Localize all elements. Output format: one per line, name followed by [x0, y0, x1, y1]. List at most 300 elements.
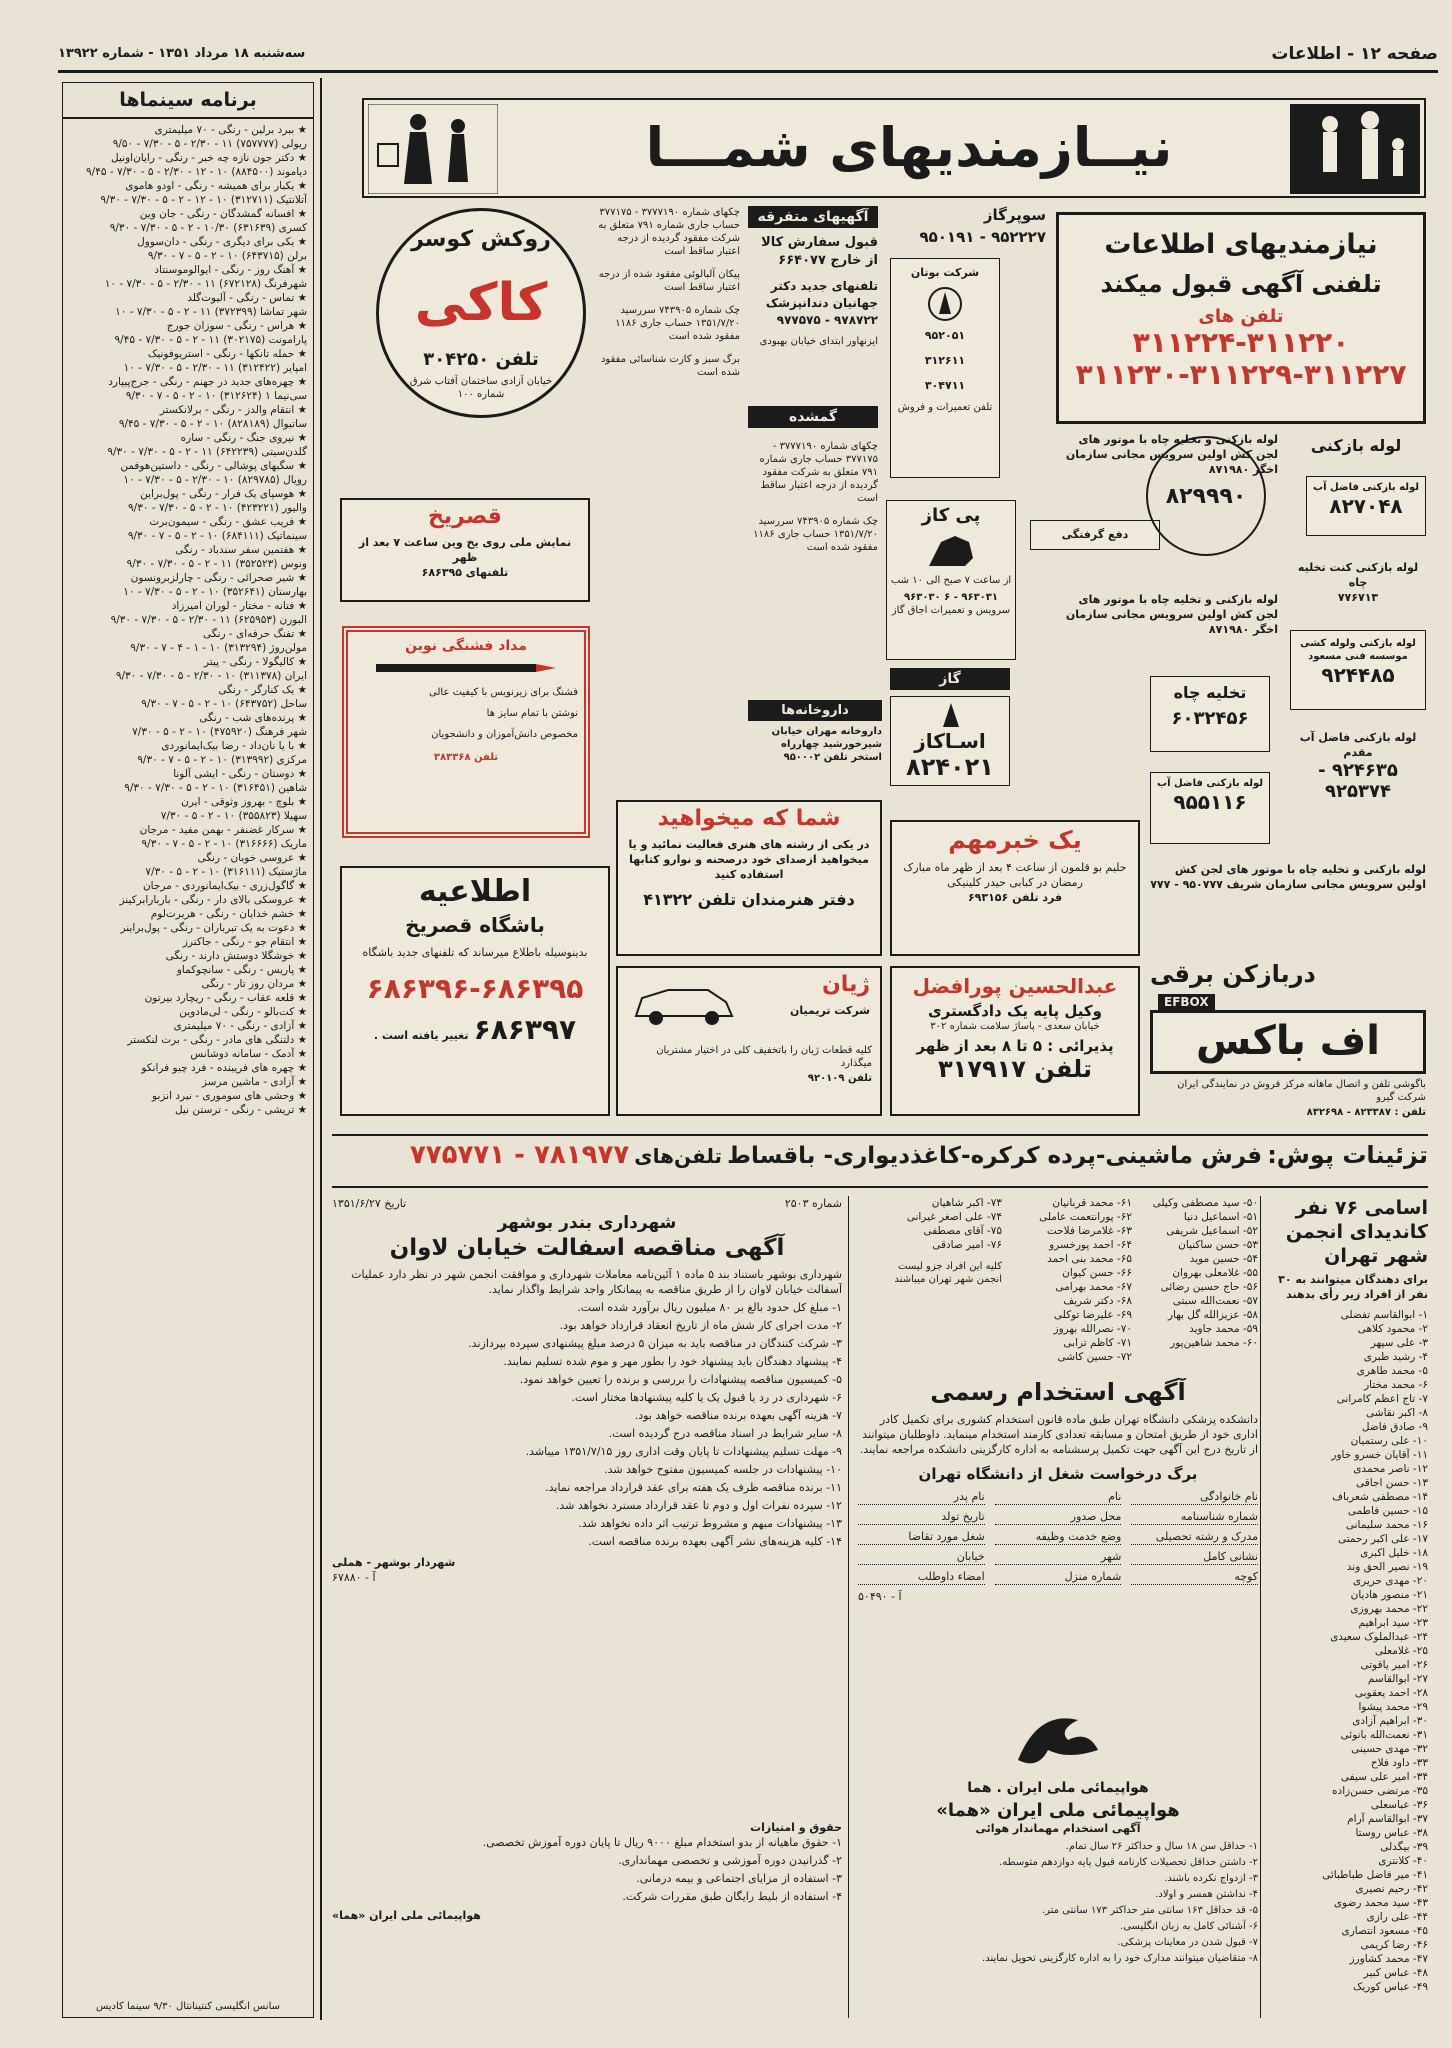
cinema-listing: شهر تماشا (۳۷۲۳۹۹) ۱۱ - ۲ - ۵ - ۷/۳۰ - ۱۰	[115, 306, 307, 318]
candidate-name: ۶۲- پورانتعمت عاملی	[1039, 1211, 1132, 1223]
tank-ad-1: لوله بازکنی و تخلیه چاه با موتور های لجن کش اولین سرویس مجانی سازمان اخگر ۸۷۱۹۸۰	[1065, 433, 1278, 476]
candidate-name: ۷۳- اکبر شاهیان	[931, 1197, 1002, 1209]
plumbing-ad-1	[1306, 476, 1426, 536]
form-field-label: شماره شناسنامه	[1131, 1509, 1258, 1525]
university-title: آگهی استخدام رسمی	[930, 1378, 1186, 1406]
form-field-label: شماره منزل	[995, 1569, 1122, 1585]
cinema-listing: ★ چهره‌های جدید در جهنم - رنگی - جرج‌پیپارد	[108, 376, 307, 388]
lawyer-title: وکیل پایه یک دادگستری	[928, 1002, 1102, 1020]
tender-clause: ۴- پیشنهاد دهندگان باید پیشنهاد خود را بطور مهر و موم شده تسلیم نمایند.	[503, 1355, 842, 1368]
kocher-phone: تلفن ۳۰۴۲۵۰	[423, 349, 539, 370]
cinema-listing: امپایر (۳۱۲۴۲۲) ۱۱ - ۲/۳۰ - ۵ - ۷/۳۰ - ۱۰	[123, 362, 307, 374]
defrost-text: دفع گرفتگی	[1061, 528, 1129, 541]
qasrikh-title: قصریخ	[428, 504, 502, 529]
tank-clear-title: تخلیه چاه	[1173, 683, 1247, 702]
form-field-label: شغل مورد تقاضا	[858, 1529, 985, 1545]
candidate-name: ۳۵- مرتضی حسن‌زاده	[1332, 1785, 1428, 1797]
cinema-listing: ★ خشم خدایان - رنگی - هربرت‌لوم	[150, 908, 307, 920]
cinema-listing: ★ هوسپای یک فرار - رنگی - پول‌براین	[140, 488, 307, 500]
ittelaat-ad-box	[1056, 212, 1426, 424]
candidate-name: ۷۶- امیر صادقی	[932, 1239, 1002, 1251]
cinema-listing: مولن‌روژ (۳۱۳۲۹۴) ۱۰ - ۱ - ۴ - ۷ - ۹/۳۰	[130, 642, 307, 654]
candidate-name: ۸- اکبر نقاشی	[1366, 1407, 1428, 1419]
university-ad	[858, 1378, 1258, 1690]
candidate-name: ۷۴- علی اصغر غیرانی	[906, 1211, 1002, 1223]
efbox-ad	[1150, 960, 1426, 1124]
candidate-name: ۴۵- مسعود انتصاری	[1341, 1925, 1428, 1937]
cinema-listing: ★ هراس - رنگی - سوزان جورج	[166, 320, 307, 332]
lost-item-2: پیکان آلبالوئی مفقود شده از درجه اعتبار ساقط است	[598, 269, 740, 293]
homa-benefits-block	[332, 1820, 842, 1923]
tender-clause: ۱۴- کلیه هزینه‌های نشر آگهی بعهده برنده مناقصه است.	[588, 1535, 842, 1548]
cinema-listing: ★ فریب عشق - رنگی - سیمون‌برت	[149, 516, 307, 528]
university-text: دانشکده پزشکی دانشگاه تهران طبق ماده قانون استخدام کشوری برای تکمیل کادر اداری خود از طریق امتحان و مسابقه تعدادی کارمند استخدام مینماید. داوطلبان میتوانند از تاریخ درج این آگهی جهت تکمیل پرسشنامه به اداره کارگزینی دانشکده مراجعه نمایند.	[859, 1413, 1258, 1456]
club-notice-phone1: ۶۸۶۳۹۶-۶۸۶۳۹۵	[366, 972, 584, 1005]
plumbing-ad-6-name: لوله بازکنی و تخلیه چاه با موتور های لجن کش اولین سرویس مجانی سازمان شریف	[1174, 863, 1426, 891]
municipality-ref: آ - ۶۷۸۸۰	[332, 1571, 376, 1584]
candidates-col2-list	[1136, 1196, 1258, 1350]
candidates-subtitle: برای دهندگان میتوانند به ۳۰ نفر از افراد زیر رأی بدهند	[1278, 1273, 1428, 1301]
cinema-listing: ★ کالیگولا - رنگی - پیتر	[203, 656, 307, 668]
candidate-name: ۴۹- عباس کوریک	[1352, 1981, 1428, 1993]
tender-clause: ۷- هزینه آگهی بعهده برنده مناقصه خواهد بود.	[634, 1409, 842, 1422]
candidate-name: ۶۳- غلامرضا فلاحت	[1046, 1225, 1132, 1237]
candidate-name: ۷۰- نصرالله بهروز	[1053, 1323, 1132, 1335]
cinema-listing: والیور (۴۲۳۲۲۱) ۱۰ - ۲ - ۵ - ۷/۳۰ - ۹/۳۰	[128, 502, 307, 514]
homa-conditions	[858, 1840, 1258, 1965]
homa-bird-logo-icon	[998, 1700, 1118, 1780]
cinema-listing: ★ انتقام والدز - رنگی - برلانکستر	[159, 404, 307, 416]
candidate-name: ۹- صادق فاضل	[1361, 1421, 1428, 1433]
candidate-name: ۱۵- حسین فاطمی	[1347, 1505, 1428, 1517]
candidate-name: ۵۰- سید مصطفی وکیلی	[1152, 1197, 1258, 1209]
tender-clause: ۱- مبلغ کل حدود بالغ بر ۸۰ میلیون ریال برآورد شده است.	[577, 1301, 842, 1314]
family-illustration-icon	[1290, 104, 1420, 194]
candidate-name: ۲۶- امیر یاقوتی	[1360, 1659, 1428, 1671]
butane-note: تلفن تعمیرات و فروش	[897, 402, 993, 413]
nouvin-item-3: مخصوص دانش‌آموزان و دانشجویان	[431, 729, 578, 740]
municipality-signature: شهردار بوشهر - هملی	[332, 1556, 456, 1569]
masthead-rule	[58, 70, 1438, 73]
candidates-col2	[1136, 1196, 1258, 1350]
plumbing-ad-1-phone: ۸۲۷۰۴۸	[1329, 494, 1403, 518]
form-field-label: تاریخ تولد	[858, 1509, 985, 1525]
candidate-name: ۳۳- داود فلاح	[1370, 1757, 1428, 1769]
cinema-listing: ساحل (۶۴۳۷۵۲) ۱۰ - ۲ - ۵ - ۷ - ۹/۳۰	[141, 698, 307, 710]
cinema-column-border	[320, 78, 322, 2020]
club-notice	[340, 866, 610, 1116]
qasrikh-text: نمایش ملی روی یخ وین ساعت ۷ بعد از ظهر	[358, 536, 572, 564]
cinema-listing: سهیلا (۳۵۵۸۲۳) ۱۰ - ۲ - ۵ - ۷/۳۰	[160, 810, 307, 822]
cinema-listing: ریولی (۷۵۷۷۷۷) ۱۱ - ۲/۳۰ - ۵ - ۷/۳۰ - ۹/۵۰	[112, 138, 307, 150]
lawyer-address: خیابان سعدی - پاساژ سلامت شماره ۳۰۲	[930, 1021, 1100, 1032]
kocher-ad	[376, 208, 586, 418]
cinema-listing: ★ فتانه - مختار - لوران امیرزاد	[171, 600, 307, 612]
candidate-name: ۷۲- حسین کاشی	[1057, 1351, 1132, 1363]
candidates-title: اسامی ۷۶ نفر کاندیدای انجمن شهر تهران	[1285, 1197, 1428, 1267]
decor-phones: ۷۸۱۹۷۷ - ۷۷۵۷۷۱	[409, 1140, 630, 1170]
homa-title: هواپیمائی ملی ایران «هما»	[936, 1800, 1180, 1821]
candidate-name: ۵۱- اسماعیل دنیا	[1183, 1211, 1258, 1223]
candidate-name: ۳۸- عباس روستا	[1355, 1827, 1428, 1839]
lost-items-b	[748, 440, 878, 554]
stop-gas-text: از ساعت ۷ صبح الی ۱۰ شب	[890, 575, 1012, 586]
candidate-name: ۶۶- حسن کیوان	[1062, 1267, 1132, 1279]
ittelaat-phones-line1: ۳۱۱۲۲۴-۳۱۱۲۲۰	[1132, 326, 1350, 359]
candidate-name: ۵۸- عزیزالله گل بهار	[1167, 1309, 1258, 1321]
efbox-brand: اف باکس	[1196, 1018, 1380, 1064]
candidate-name: ۲۵- غلامعلی	[1374, 1645, 1428, 1657]
nouvin-ad	[342, 626, 590, 838]
cinema-listing: ★ دلتنگی های مادر - رنگی - برت لنکستر	[127, 1034, 307, 1046]
homa-subtitle: آگهی استخدام مهماندار هوائی	[975, 1822, 1141, 1835]
candidate-name: ۲۱- منصور هادیان	[1350, 1589, 1428, 1601]
candidates-col4	[876, 1196, 1002, 1286]
candidate-name: ۴۳- سید محمد رضوی	[1333, 1897, 1428, 1909]
pharmacy-title: داروخانه‌ها	[748, 700, 882, 721]
zhian-text: کلیه قطعات ژیان را باتخفیف کلی در اختیار مشتریان میگذارد	[656, 1045, 872, 1069]
tender-clause: ۵- کمیسیون مناقصه پیشنهادات را بررسی و برنده را تعیین خواهد نمود.	[519, 1373, 842, 1386]
efbox-text: باگوشی تلفن و اتصال ماهانه مرکز فروش در نمایندگی ایران شرکت گیرو	[1177, 1079, 1426, 1103]
cinema-listing: سینماتیک (۶۸۴۱۱۱) ۱۰ - ۲ - ۵ - ۷ - ۹/۳۰	[127, 530, 307, 542]
plumbing-ad-2-phone: ۷۷۶۷۱۳	[1337, 591, 1379, 604]
cinema-listing: مرکزی (۳۱۳۹۹۲) ۱۰ - ۲ - ۵ - ۷ - ۹/۳۰	[137, 754, 307, 766]
homa-benefit: ۲- گذرانیدن دوره آموزشی و تخصصی مهمانداری.	[618, 1854, 842, 1867]
form-field-label: خیابان	[858, 1549, 985, 1565]
cinema-listing: ★ یک کنارگر - رنگی	[218, 684, 307, 696]
plumbing-circle-ad	[1146, 436, 1266, 556]
candidate-name: ۳۰- ابراهیم آزادی	[1352, 1715, 1428, 1727]
zhian-title: ژیان	[822, 972, 870, 997]
lawyer-hours: پذیرائی : ۵ تا ۸ بعد از ظهر	[916, 1037, 1114, 1055]
efbox-logo: EFBOX	[1158, 994, 1215, 1010]
cinema-listing: ★ افسانه گمشدگان - رنگی - جان وین	[139, 208, 307, 220]
candidate-name: ۴۴- علی رازی	[1366, 1911, 1428, 1923]
stop-gas-ad	[886, 500, 1016, 660]
defrost-ad	[1030, 520, 1160, 550]
good-news-phone: فرد تلفن ۶۹۳۱۵۶	[967, 891, 1063, 904]
tender-clause: ۲- مدت اجرای کار شش ماه از تاریخ انعقاد قرارداد خواهد بود.	[559, 1319, 842, 1332]
wanted-ad	[616, 800, 882, 956]
tender-clause: ۱۰- پیشنهادات در جلسه کمیسیون مفتوح خواهد شد.	[604, 1463, 842, 1476]
homa-condition: ۸- متقاضیان میتوانند مدارک خود را به اداره کارگزینی تحویل نمایند.	[982, 1953, 1258, 1964]
club-notice-phone2: ۶۸۶۳۹۷	[473, 1013, 577, 1046]
candidates-col3	[1006, 1196, 1132, 1364]
cinema-listing: شهرفرنگ (۶۷۲۱۲۸) ۱۱ - ۲/۳۰ - ۵ - ۷/۳۰ - ۱۰	[104, 278, 307, 290]
candidate-name: ۲۷- ابوالقاسم	[1367, 1673, 1428, 1685]
lawyer-phone: تلفن ۳۱۷۹۱۷	[938, 1055, 1092, 1083]
homa-benefit: ۴- استفاده از بلیط رایگان طبق مقررات شرکت.	[622, 1890, 842, 1903]
butane-phone-2: ۳۱۲۶۱۱	[924, 354, 966, 367]
cinema-listing: ونوس (۳۵۲۵۲۳) ۱۱ - ۲ - ۵ - ۷/۳۰ - ۹/۳۰	[126, 558, 307, 570]
cinema-listing: ★ سگبهای پوشالی - رنگی - داستین‌هوفمن	[120, 460, 307, 472]
homa-condition: ۵- قد حداقل ۱۶۳ سانتی متر حداکثر ۱۷۳ سانتی متر.	[1041, 1905, 1258, 1916]
ittelaat-title: نیازمندیهای اطلاعات	[1104, 229, 1378, 260]
plumbing-section	[1286, 436, 1426, 455]
cinema-list	[63, 119, 313, 1121]
lost-item-3: چک شماره ۷۴۳۹۰۵ سررسید ۱۳۵۱/۷/۲۰ حساب جاری ۱۱۸۶ مفقود شده است	[615, 305, 740, 342]
candidate-name: ۱۷- علی اکبر رحمتی	[1337, 1533, 1428, 1545]
supergas-ad	[886, 206, 1046, 246]
shoppers-illustration-icon	[368, 104, 498, 194]
cinema-listing: ★ پرنده‌های شب - رنگی	[199, 712, 307, 724]
lost-item-6: چک شماره ۷۴۳۹۰۵ سررسید ۱۳۵۱/۷/۲۰ حساب جاری ۱۱۸۶ مفقود شده است	[753, 516, 878, 553]
candidate-name: ۶۷- محمد بهرامی	[1055, 1281, 1132, 1293]
candidate-name: ۱- ابوالقاسم تفضلی	[1340, 1309, 1428, 1321]
plumbing-ad-1-name: لوله بازکنی فاضل آب	[1313, 482, 1419, 493]
municipality-body	[332, 1267, 842, 1549]
butane-company: شرکت بوتان	[910, 266, 980, 279]
cinema-listing: ★ ببرد برلین - رنگی - ۷۰ میلیمتری	[154, 124, 307, 136]
decor-phones-label: تلفن‌های	[634, 1144, 723, 1168]
cinema-listing: رویال (۸۲۹۷۸۵) ۱۰ - ۲/۳۰ - ۵ - ۷/۳۰ - ۱۰	[123, 474, 307, 486]
banner-title: نیــازمندیهای شمـــا	[645, 116, 1173, 179]
candidate-name: ۴۶- رضا کریمی	[1360, 1939, 1428, 1951]
candidate-name: ۵۹- محمد جاوید	[1189, 1323, 1258, 1335]
plumbing-ad-4-phone: ۹۲۴۶۳۵ - ۹۲۵۳۷۴	[1318, 760, 1398, 802]
lost-title: گمشده	[748, 406, 878, 428]
nouvin-item-2: نوشتن با تمام سایز ها	[486, 708, 578, 719]
homa-ad	[858, 1700, 1258, 2018]
plumbing-ad-6	[1150, 862, 1426, 892]
kocher-brand: کاکی	[414, 273, 548, 333]
cinema-listing: ★ عروسی خوبان - رنگی	[197, 852, 307, 864]
cinema-listing: ★ نیروی جنگ - رنگی - ساره	[180, 432, 307, 444]
form-field-label: مدرک و رشته تحصیلی	[1131, 1529, 1258, 1545]
tank-clear-phone: ۶۰۳۲۴۵۶	[1171, 708, 1249, 729]
cinema-listing: بهارستان (۳۵۲۶۴۱) ۱۰ - ۲ - ۵ - ۷/۳۰ - ۱۰	[123, 586, 307, 598]
cinema-listing: ★ تفنگ حرفه‌ای - رنگی	[203, 628, 307, 640]
cinema-listing: ★ قلعه عقاب - رنگی - ریچارد بیرتون	[144, 992, 307, 1004]
candidate-name: ۶۸- دکتر شریف	[1063, 1295, 1132, 1307]
tender-clause: ۱۲- سپرده نفرات اول و دوم تا عقد قرارداد مسترد نخواهد شد.	[555, 1499, 842, 1512]
nouvin-footer: تلفن ۳۸۳۳۶۸	[433, 752, 499, 763]
cinema-listing: ★ یکی برای دیگری - رنگی - دان‌سوول	[137, 236, 307, 248]
candidates-list	[1266, 1308, 1428, 1994]
gas-brand: اسـاکاز	[914, 729, 986, 753]
cinema-listing: ★ با یا نان‌داد - رضا بیک‌ایمانوردی	[161, 740, 307, 752]
cinema-listing: ★ سرکار غضنفر - بهمن مفید - مرجان	[139, 824, 307, 836]
tender-clause: شهرداری بوشهر باستناد بند ۵ ماده ۱ آئین‌نامه معاملات شهرداری و موافقت انجمن شهر در نظر دارد عملیات آسفالت خیابان لاوان را از طریق مناقصه به پیمانکار واجد شرایط واگذار نماید.	[351, 1268, 842, 1296]
cinema-listing: ماریک (۳۱۶۶۶۶) ۱۰ - ۲ - ۵ - ۷ - ۹/۳۰	[141, 838, 307, 850]
masthead	[58, 44, 1438, 70]
efbox-heading: دربازکن برقی	[1150, 960, 1316, 988]
municipality-number: شماره ۲۵۰۳	[784, 1197, 842, 1210]
cinema-listing: ★ پاریس - رنگی - سانچوکماو	[176, 964, 307, 976]
candidate-name: ۷۵- آقای مصطفی	[923, 1225, 1002, 1237]
kocher-title: روکش کوسر	[411, 227, 551, 252]
cinema-listing: ★ شیر صحرائی - رنگی - چارلزبرونسون	[130, 572, 307, 584]
good-news-title: یک خبرمهم	[948, 826, 1082, 854]
butane-phone-3: ۳۰۴۷۱۱	[924, 379, 966, 392]
candidate-name: ۱۱- آقایان خسرو خاور	[1331, 1449, 1428, 1461]
candidates-border	[1260, 1196, 1261, 2018]
candidate-name: ۱۲- ناصر محمدی	[1353, 1463, 1428, 1475]
candidate-name: ۳۴- امیر علی سیفی	[1340, 1771, 1428, 1783]
cinema-listing: برلن (۶۴۳۷۱۵) ۱۰ - ۲ - ۵ - ۷ - ۹/۳۰	[147, 250, 307, 262]
cinema-listing: کسری (۶۳۱۶۳۹) ۱۰/۳۰ - ۲ - ۵ - ۷/۳۰ - ۹/۳۰	[109, 222, 307, 234]
candidate-name: ۲- محمود کلاهی	[1357, 1323, 1428, 1335]
municipality-org: شهرداری بندر بوشهر	[497, 1213, 677, 1233]
candidate-name: ۴۸- عباس کبیر	[1363, 1967, 1428, 1979]
municipality-date: تاریخ ۱۳۵۱/۶/۲۷	[332, 1197, 407, 1210]
university-form	[858, 1489, 1258, 1585]
form-field-label: شهر	[995, 1549, 1122, 1565]
qasrikh-ad	[340, 498, 590, 602]
wanted-title: شما که میخواهید	[657, 806, 841, 831]
cinema-listing: ★ چهره های فریبنده - فرد چیو فرانکو	[141, 1062, 307, 1074]
homa-condition: ۶- آشنائی کامل به زبان انگلیسی.	[1120, 1921, 1258, 1932]
cinema-listing: ★ هفتمین سفر سندباد - رنگی	[175, 544, 307, 556]
tender-clause: ۳- شرکت کنندگان در مناقصه باید به میزان ۵ درصد مبلغ پیشنهادی سپرده بپردازند.	[468, 1337, 842, 1350]
ittelaat-phones-line2: ۳۱۱۲۳۰-۳۱۱۲۲۹-۳۱۱۲۲۷	[1075, 358, 1407, 391]
candidate-name: ۴۰- کلانتری	[1378, 1855, 1428, 1867]
form-field-label: نام خانوادگی	[1131, 1489, 1258, 1505]
decor-top-rule	[332, 1134, 1428, 1136]
homa-benefits	[332, 1835, 842, 1904]
cinema-listing: البورن (۶۲۵۹۵۳) ۱۱ - ۲/۳۰ - ۵ - ۷/۳۰ - ۹/۳۰	[110, 614, 307, 626]
cinema-listing: ★ بلوچ - بهروز وثوقی - ایرن	[181, 796, 307, 808]
candidate-name: ۵۵- غلامعلی بهروان	[1172, 1267, 1258, 1279]
candidate-name: ۶۵- محمد بنی احمد	[1047, 1253, 1132, 1265]
candidate-name: ۱۸- خلیل اکبری	[1360, 1547, 1428, 1559]
decor-label: تزئینات پوش:	[1267, 1141, 1428, 1169]
plumbing-ad-4-name: لوله بازکنی فاضل آب مقدم	[1299, 731, 1417, 759]
club-notice-phone2-note: تغییر یافته است .	[373, 1029, 469, 1042]
homa-condition: ۳- ازدواج نکرده باشند.	[1164, 1873, 1258, 1884]
zhian-phone: تلفن ۹۲۰۱۰۹	[807, 1073, 872, 1084]
cinema-listing: ★ دکتر جون نازه چه خبر - رنگی - رایان‌اونیل	[111, 152, 307, 164]
form-field-label: امضاء داوطلب	[858, 1569, 985, 1585]
plumbing-ad-5	[1150, 772, 1270, 844]
candidates-col4-list	[876, 1196, 1002, 1252]
cinema-listing: ★ خوشگلا دوستش دارند - رنگی	[165, 950, 307, 962]
cinema-listing: ★ دوستان - رنگی - ایشی آلونا	[173, 768, 307, 780]
university-ref: آ - ۵۰۴۹۰	[858, 1590, 902, 1603]
candidate-name: ۶۰- محمد شاهین‌پور	[1170, 1337, 1258, 1349]
cinema-listing: ★ مردان روز تار - رنگی	[201, 978, 307, 990]
horse-icon	[921, 528, 981, 572]
candidate-name: ۴۷- محمد کشاورز	[1349, 1953, 1428, 1965]
candidate-name: ۱۶- محمد سلیمانی	[1345, 1519, 1428, 1531]
form-field-label: وضع خدمت وظیفه	[995, 1529, 1122, 1545]
misc-ad-3: ایزنهاور ابتدای خیابان بهبودی	[759, 336, 878, 347]
candidate-name: ۶۹- علیرضا توکلی	[1053, 1309, 1132, 1321]
gas-phone: ۸۲۴۰۲۱	[906, 753, 994, 781]
supergas-phones: ۹۵۲۲۲۷ - ۹۵۰۱۹۱	[919, 228, 1046, 246]
tender-clause: ۹- مهلت تسلیم پیشنهادات تا پایان وقت اداری روز ۱۳۵۱/۷/۱۵ میباشد.	[525, 1445, 842, 1458]
lawyer-ad	[890, 966, 1140, 1116]
candidates-footer: کلیه این افراد جزو لیست انجمن شهر تهران میباشند	[894, 1261, 1002, 1285]
candidate-name: ۱۰- علی رستمیان	[1350, 1435, 1428, 1447]
club-notice-title: اطلاعیه	[418, 874, 532, 909]
tank-ad-2: لوله بازکنی و تخلیه چاه با موتور های لجن کش اولین سرویس مجانی سازمان اخگر ۸۷۱۹۸۰	[1065, 593, 1278, 636]
candidate-name: ۴۱- میر فاضل طباطبائی	[1322, 1869, 1428, 1881]
stop-gas-title: پی کاز	[921, 505, 981, 526]
zhian-company: شرکت تریمیان	[789, 1004, 870, 1017]
candidate-name: ۲۳- سید ابراهیم	[1358, 1617, 1428, 1629]
plumbing-ad-5-phone: ۹۵۵۱۱۶	[1173, 790, 1247, 814]
cinema-listing: ساتیوال (۸۲۸۱۸۹) ۱۰ - ۲ - ۵ - ۷/۳۰ - ۹/۴۵	[118, 418, 307, 430]
nouvin-title: مداد فشنگی نوین	[405, 638, 527, 654]
pharmacy-text: داروخانه مهران خیابان شیرخورشید چهارراه استخر تلفن ۹۵۰۰۰۲	[771, 726, 882, 763]
tank-clear-ad	[1150, 676, 1270, 752]
plumbing-ad-3-phone: ۹۲۴۴۸۵	[1321, 663, 1395, 687]
candidate-name: ۶۴- احمد پورخسرو	[1049, 1239, 1132, 1251]
efbox-phones: تلفن : ۸۲۳۳۸۷ - ۸۳۲۶۹۸	[1306, 1107, 1426, 1118]
candidate-name: ۵۴- حسین موید	[1189, 1253, 1258, 1265]
good-news-ad	[890, 820, 1140, 956]
cinema-listing: شاهین (۳۱۶۴۵۱) ۱۰ - ۲ - ۵ - ۷/۳۰ - ۹/۳۰	[124, 782, 307, 794]
ittelaat-phones-label: تلفن های	[1198, 306, 1284, 327]
lawyer-name: عبدالحسین پورافضل	[912, 974, 1118, 998]
lost-item-1: چکهای شماره ۳۷۷۷۱۹۰ - ۳۷۷۱۷۵ حساب جاری شماره ۷۹۱ متعلق به شرکت مفقود گردیده از درجه اعتبار ساقط است	[598, 207, 740, 257]
candidate-name: ۱۴- مصطفی شعرباف	[1332, 1491, 1428, 1503]
candidate-name: ۲۴- عبدالملوک سعیدی	[1330, 1631, 1428, 1643]
candidate-name: ۲۲- محمد بهروزی	[1350, 1603, 1428, 1615]
cinema-listing: ★ تماس - رنگی - آلیوت‌گلد	[187, 292, 307, 304]
candidate-name: ۳۷- ابوالقاسم آرام	[1347, 1813, 1428, 1825]
efbox-brand-box	[1150, 1010, 1426, 1074]
wanted-footer: دفتر هنرمندان تلفن ۴۱۳۲۲	[643, 890, 855, 909]
cinema-listing: ★ کت‌بالو - رنگی - لی‌مادوین	[179, 1006, 307, 1018]
butane-logo-icon	[915, 284, 975, 324]
tender-clause: ۱۱- برنده مناقصه ظرف یک هفته برای عقد قرارداد مراجعه نماید.	[545, 1481, 842, 1494]
homa-benefit: ۳- استفاده از مزایای اجتماعی و بیمه درمانی.	[636, 1872, 842, 1885]
tender-clause: ۸- سایر شرایط در اسناد مناقصه درج گردیده است.	[608, 1427, 842, 1440]
cinema-listing: ماژستیک (۳۱۶۱۱۱) ۱۰ - ۲ - ۵ - ۷/۳۰	[145, 866, 307, 878]
pencil-icon	[366, 658, 566, 678]
candidate-name: ۵۲- اسماعیل شریفی	[1166, 1225, 1258, 1237]
candidate-name: ۴۲- رحیم نصیری	[1355, 1883, 1428, 1895]
good-news-text: حلیم بو قلمون از ساعت ۴ بعد از ظهر ماه مبارک رمضان در کبابی حیدر کلینیکی	[903, 861, 1127, 889]
car-icon	[628, 980, 738, 1030]
plumbing-ad-6-phone: ۹۵۰۷۷۷ - ۷۷۷	[1150, 878, 1223, 891]
misc-ads	[748, 206, 878, 348]
candidate-name: ۵۷- نعمت‌الله سبتی	[1172, 1295, 1258, 1307]
misc-ad-1: قبول سفارش کالا از خارج ۶۶۴۰۷۷	[761, 235, 878, 268]
cinema-listing: آتلانتیک (۳۱۲۷۱۱) ۱۰ - ۱۲ - ۲ - ۵ - ۷/۳۰ - ۹/۳۰	[100, 194, 307, 206]
municipality-border	[848, 1196, 849, 2018]
candidates-col3-list	[1006, 1196, 1132, 1364]
page-label: صفحه ۱۲ - اطلاعات	[1271, 44, 1438, 64]
homa-benefits-title: حقوق و امتیازات	[750, 1821, 842, 1834]
homa-benefit: ۱- حقوق ماهیانه از بدو استخدام مبلغ ۹۰۰۰ ریال تا پایان دوره آموزش تخصصی.	[482, 1836, 842, 1849]
candidate-name: ۳۹- بیگدلی	[1380, 1841, 1428, 1853]
flame-icon	[939, 701, 963, 731]
plumbing-ad-4	[1290, 730, 1426, 802]
municipality-title: آگهی مناقصه اسفالت خیابان لاوان	[389, 1235, 785, 1261]
form-field-label: محل صدور	[995, 1509, 1122, 1525]
gas-ad	[890, 696, 1010, 786]
wanted-text: در یکی از رشته های هنری فعالیت نمائید و یا میخواهید ازصدای خود درصحنه و نوارو کتابها استفاده کنید	[628, 838, 870, 881]
plumbing-ad-3-name: لوله بازکنی ولوله کشی موسسه فنی مسعود	[1300, 638, 1416, 662]
lost-item-4: برگ سبز و کارت شناسائی مفقود شده است	[600, 354, 740, 378]
cinema-listing: ★ گاگول‌زری - بیک‌ایمانوردی - مرجان	[142, 880, 307, 892]
stop-gas-phones: ۹۶۳۰۳۱ - ۶ ۹۶۳۰۳۰	[904, 592, 998, 603]
zhian-ad	[616, 966, 882, 1116]
lost-items	[598, 206, 740, 379]
cinema-listing: گلدن‌سیتی (۶۴۲۲۳۹) ۱۱ - ۲ - ۵ - ۷/۳۰ - ۹/۳۰	[107, 446, 307, 458]
plumbing-title: لوله بازکنی	[1310, 436, 1402, 455]
candidate-name: ۶- محمد مختار	[1364, 1379, 1428, 1391]
form-field-label: نام	[995, 1489, 1122, 1505]
lost-item-5: چکهای شماره ۳۷۷۷۱۹۰ - ۳۷۷۱۷۵ حساب جاری شماره ۷۹۱ متعلق به شرکت مفقود گردیده از درجه اعتبار ساقط است	[759, 441, 878, 504]
gas-title: گاز	[890, 668, 1010, 690]
plumbing-ad-2-name: لوله بازکنی کنت تخلیه چاه	[1297, 561, 1419, 589]
cinema-listing: شهر فرهنگ (۴۷۵۹۲۰) ۱۰ - ۲ - ۵ - ۷/۳۰	[132, 726, 307, 738]
cinema-listing: ★ یکبار برای همیشه - رنگی - اودو هاموی	[125, 180, 307, 192]
